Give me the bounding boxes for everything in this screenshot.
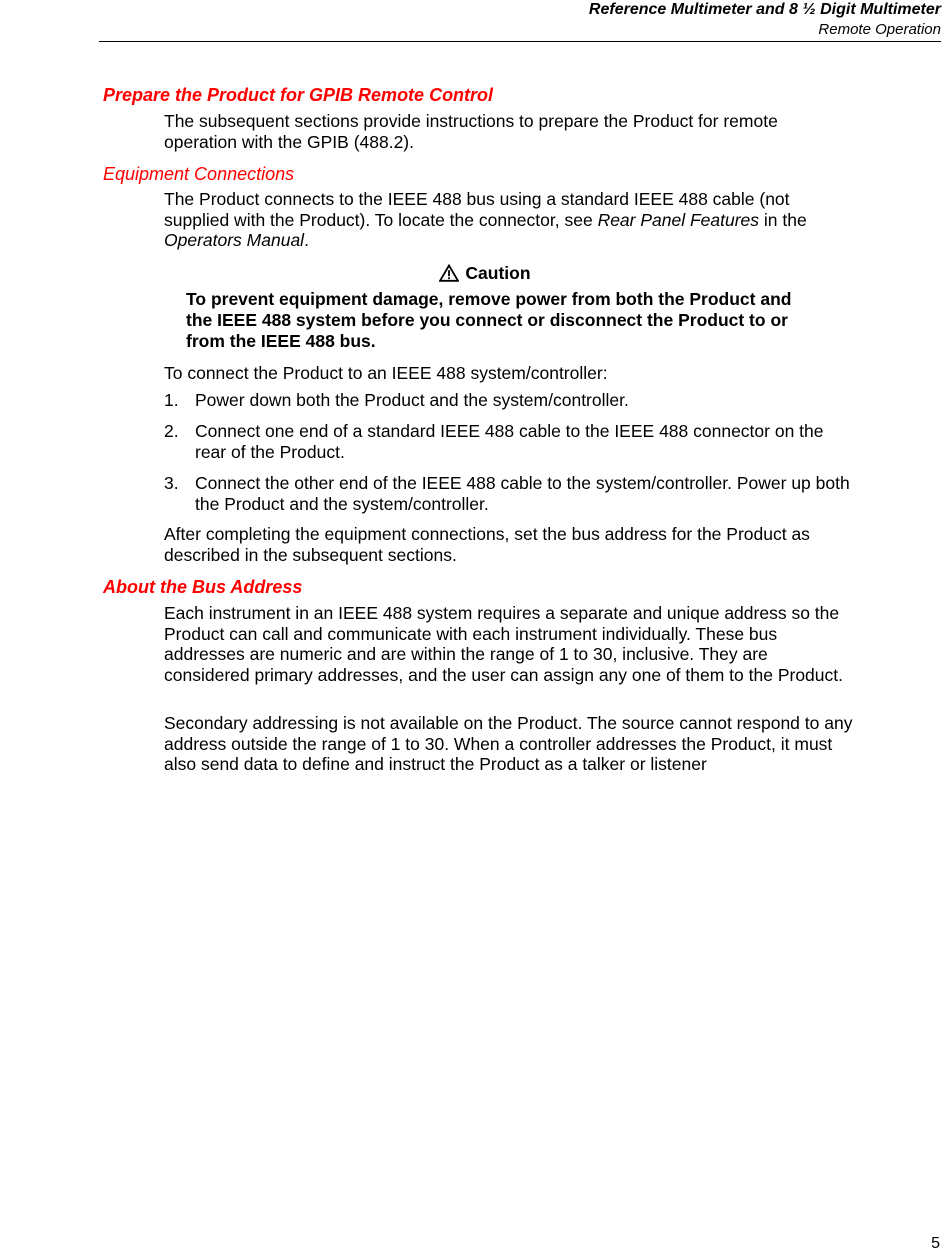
step-number: 1. [164,390,179,410]
reference-rear-panel-features: Rear Panel Features [597,209,760,230]
reference-operators-manual: Operators Manual [164,230,305,251]
heading-equipment-connections: Equipment Connections [103,164,295,184]
connections-text-part1: The Product connects to the IEEE 488 bus using a standard IEEE 488 cable (not supplied with the Product). To locate the connector, see [164,189,790,230]
paragraph-bus-address-2: Secondary addressing is not available on the Product. The source cannot respond to any address outside the range of 1 to 30. When a controller addresses the Product, it must also send data to define and instruct the Product as a talker or listener [164,713,853,775]
paragraph-after-connections: After completing the equipment connections, set the bus address for the Product as described in the subsequent sections. [164,524,810,565]
heading-bus-address: About the Bus Address [103,577,303,597]
header-title: Reference Multimeter and 8 ½ Digit Multimeter [588,1,941,18]
header-divider [99,41,941,42]
step-text: Connect the other end of the IEEE 488 cable to the system/controller. Power up both the Product and the system/controller. [195,473,850,514]
caution-text: To prevent equipment damage, remove power from both the Product and the IEEE 488 system before you connect or disconnect the Product to or from the IEEE 488 bus. [186,289,792,351]
heading-prepare-gpib: Prepare the Product for GPIB Remote Control [103,85,494,105]
step-number: 3. [164,473,179,493]
paragraph-prepare-text: The subsequent sections provide instructions to prepare the Product for remote operation with the GPIB (488.2). [164,111,778,152]
paragraph-connections-text [164,189,854,251]
header-subtitle: Remote Operation [818,21,941,38]
step-text: Power down both the Product and the system/controller. [195,390,629,410]
warning-triangle-icon [439,264,459,282]
paragraph-prepare [164,111,854,152]
caution-label: Caution [465,263,531,283]
step-text: Connect one end of a standard IEEE 488 cable to the IEEE 488 connector on the rear of the Product. [195,421,824,462]
step-number: 2. [164,421,179,441]
caution-heading [0,262,950,284]
paragraph-connections [164,189,854,251]
connections-text-part3: . [304,230,309,251]
paragraph-bus-address-1: Each instrument in an IEEE 488 system requires a separate and unique address so the Product can call and communicate with each instrument individually. These bus addresses are numeric and are within the range of 1 to 30, inclusive. They are considered primary addresses, and the user can assign any one of them to the Product. [164,603,843,685]
connections-text-part2: in the [759,209,807,230]
connect-intro: To connect the Product to an IEEE 488 system/controller: [164,363,608,383]
page-number: 5 [931,1235,940,1252]
